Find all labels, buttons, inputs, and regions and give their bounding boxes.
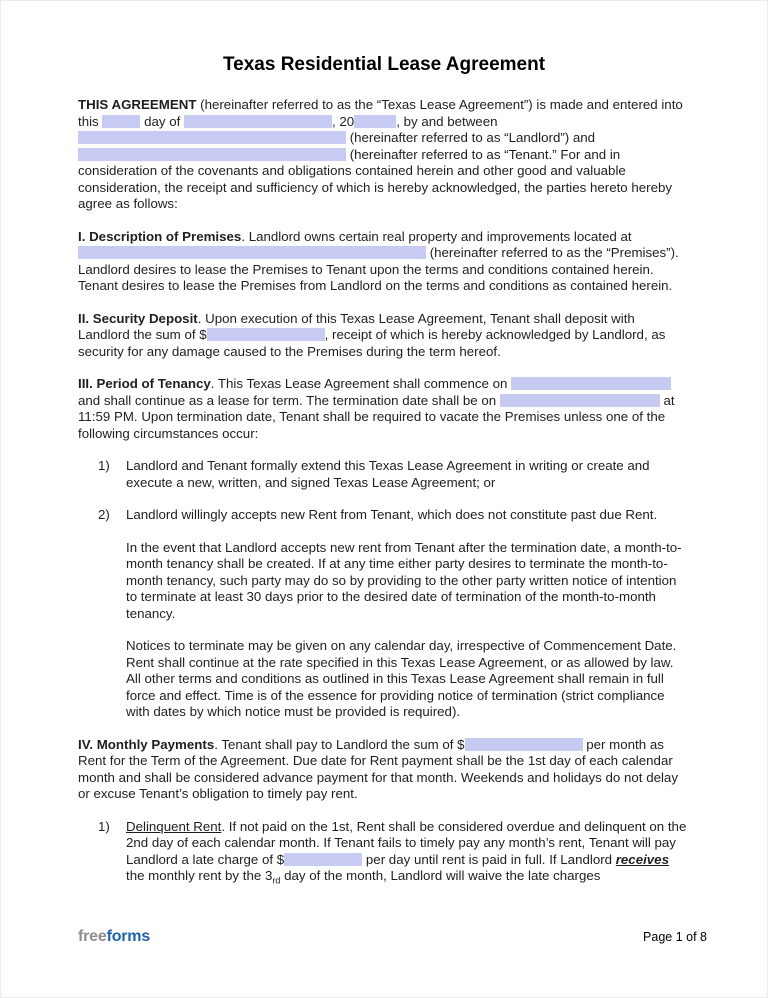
intro-text-2: day of [140, 113, 185, 129]
field-premises-address[interactable] [78, 246, 426, 259]
ordinal-suffix: rd [272, 875, 281, 886]
section-iii-subparagraph-2: Notices to terminate may be given on any calendar day, irrespective of Commencement Date. Rent shall continue at the rate specified in this Texas Lease Agreement, or as allowed by law. All other terms and conditions as outlined in this Texas Lease Agreement shall remain in full force and effect. Time is of the essence for providing notice of termination (strict compliance with dates by which notice must be provided is required). [126, 638, 677, 719]
section-iv-item-text-d: day of the month, Landlord will waive the late charges [280, 868, 601, 883]
section-iii-list-item-2 [78, 507, 690, 524]
section-iii-text-3: at 11:59 PM. Upon termination date, Tenant shall be required to vacate the Premises unless one of the following circumstances occur: [78, 392, 675, 441]
delinquent-rent-underlined: Delinquent Rent [126, 818, 222, 834]
section-ii-text-1: . Upon execution of this Texas Lease Agreement, Tenant shall deposit with Landlord the sum of $ [78, 310, 635, 342]
section-i-text-2: (hereinafter referred to as the “Premises”). Landlord desires to lease the Premises to Tenant upon the terms and conditions contained herein. Tenant desires to lease the Premises from Landlord on the terms and conditions as contained herein. [78, 245, 679, 293]
field-month[interactable] [184, 115, 332, 128]
section-iv-item-text-c: the monthly rent by the 3 [126, 868, 273, 883]
field-day[interactable] [102, 115, 140, 128]
intro-text-4: , by and between [396, 113, 498, 129]
field-landlord-name[interactable] [78, 131, 346, 144]
field-commencement-date[interactable] [511, 377, 671, 390]
section-iv-text-2: per month as Rent for the Term of the Agreement. Due date for Rent payment shall be the 1st day of each calendar month and shall be considered advance payment for that month. Weekends and holidays do not delay or excuse Tenant’s obligation to timely pay rent. [78, 736, 678, 801]
freeforms-logo [78, 929, 150, 946]
field-security-deposit-amount[interactable] [207, 328, 325, 341]
section-i-paragraph [78, 229, 690, 295]
logo-free-text: free [78, 927, 107, 945]
section-iv-item-text-a: . If not paid on the 1st, Rent shall be considered overdue and delinquent on the 2nd day of each calendar month. If Tenant fails to timely pay any month’s rent, Tenant will pay Landlord a late charge of $ [126, 818, 687, 867]
section-iii-subparagraph-1: In the event that Landlord accepts new rent from Tenant after the termination date, a month-to- month tenancy shall be created. If at any time either party desires to terminate the month-to-month tenancy, such party may do so by providing to the other party written notice of intention to terminate at least 30 days prior to the desired date of termination of the month-to-month tenancy. [126, 539, 682, 621]
intro-bold-lead: THIS AGREEMENT [78, 97, 197, 112]
section-i-heading: I. Description of Premises [78, 228, 242, 244]
intro-text-6: (hereinafter referred to as “Tenant.” For and in consideration of the covenants and obligations contained herein and other good and valuable consideration, the receipt and sufficiency of which is hereby acknowledged, the parties hereto hereby agree as follows: [78, 146, 673, 211]
field-tenant-name[interactable] [78, 148, 346, 161]
section-iii-text-2: and shall continue as a lease for term. The termination date shall be on [78, 392, 500, 408]
list-item-text: Landlord willingly accepts new Rent from Tenant, which does not constitute past due Rent. [126, 507, 658, 522]
logo-forms-text: forms [106, 927, 151, 945]
field-year[interactable] [354, 115, 396, 128]
section-iv-heading: IV. Monthly Payments [78, 736, 215, 752]
list-number: 2) [98, 507, 110, 522]
section-iii-heading: III. Period of Tenancy [78, 376, 211, 391]
field-late-charge-amount[interactable] [284, 853, 362, 866]
page-number: Page 1 of 8 [643, 929, 707, 944]
section-iii-list-item-1 [78, 458, 690, 491]
intro-text-3: , 20 [332, 113, 355, 129]
section-iii-paragraph [78, 376, 690, 442]
field-termination-date[interactable] [500, 394, 660, 407]
list-number: 1) [98, 458, 110, 473]
page-footer [78, 929, 707, 946]
section-ii-text-2: , receipt of which is hereby acknowledged by Landlord, as security for any damage caused to the Premises during the term hereof. [78, 327, 666, 359]
list-item-text [126, 819, 690, 890]
section-iv-item-text-b: per day until rent is paid in full. If Landlord [362, 851, 616, 867]
list-item-text: Landlord and Tenant formally extend this Texas Lease Agreement in writing or create and execute a new, written, and signed Texas Lease Agreement; or [126, 458, 650, 490]
section-ii-heading: II. Security Deposit [78, 310, 198, 326]
intro-text-1: (hereinafter referred to as the “Texas Lease Agreement”) is made and entered into this [78, 97, 683, 129]
section-iv-list-item-1 [78, 819, 690, 890]
list-number: 1) [98, 818, 110, 834]
document-title: Texas Residential Lease Agreement [222, 54, 546, 75]
section-ii-paragraph [78, 311, 690, 361]
section-iv-text-1: . Tenant shall pay to Landlord the sum of $ [214, 736, 465, 752]
intro-text-5: (hereinafter referred to as “Landlord”) and [346, 130, 596, 145]
section-iv-paragraph [78, 737, 690, 803]
section-i-text-1: . Landlord owns certain real property and improvements located at [241, 228, 632, 244]
section-iii-text-1: . This Texas Lease Agreement shall commence on [210, 376, 512, 391]
field-monthly-rent-amount[interactable] [465, 738, 583, 751]
intro-paragraph [78, 97, 690, 213]
document-content [1, 1, 767, 889]
receives-emphasized: receives [615, 851, 669, 867]
